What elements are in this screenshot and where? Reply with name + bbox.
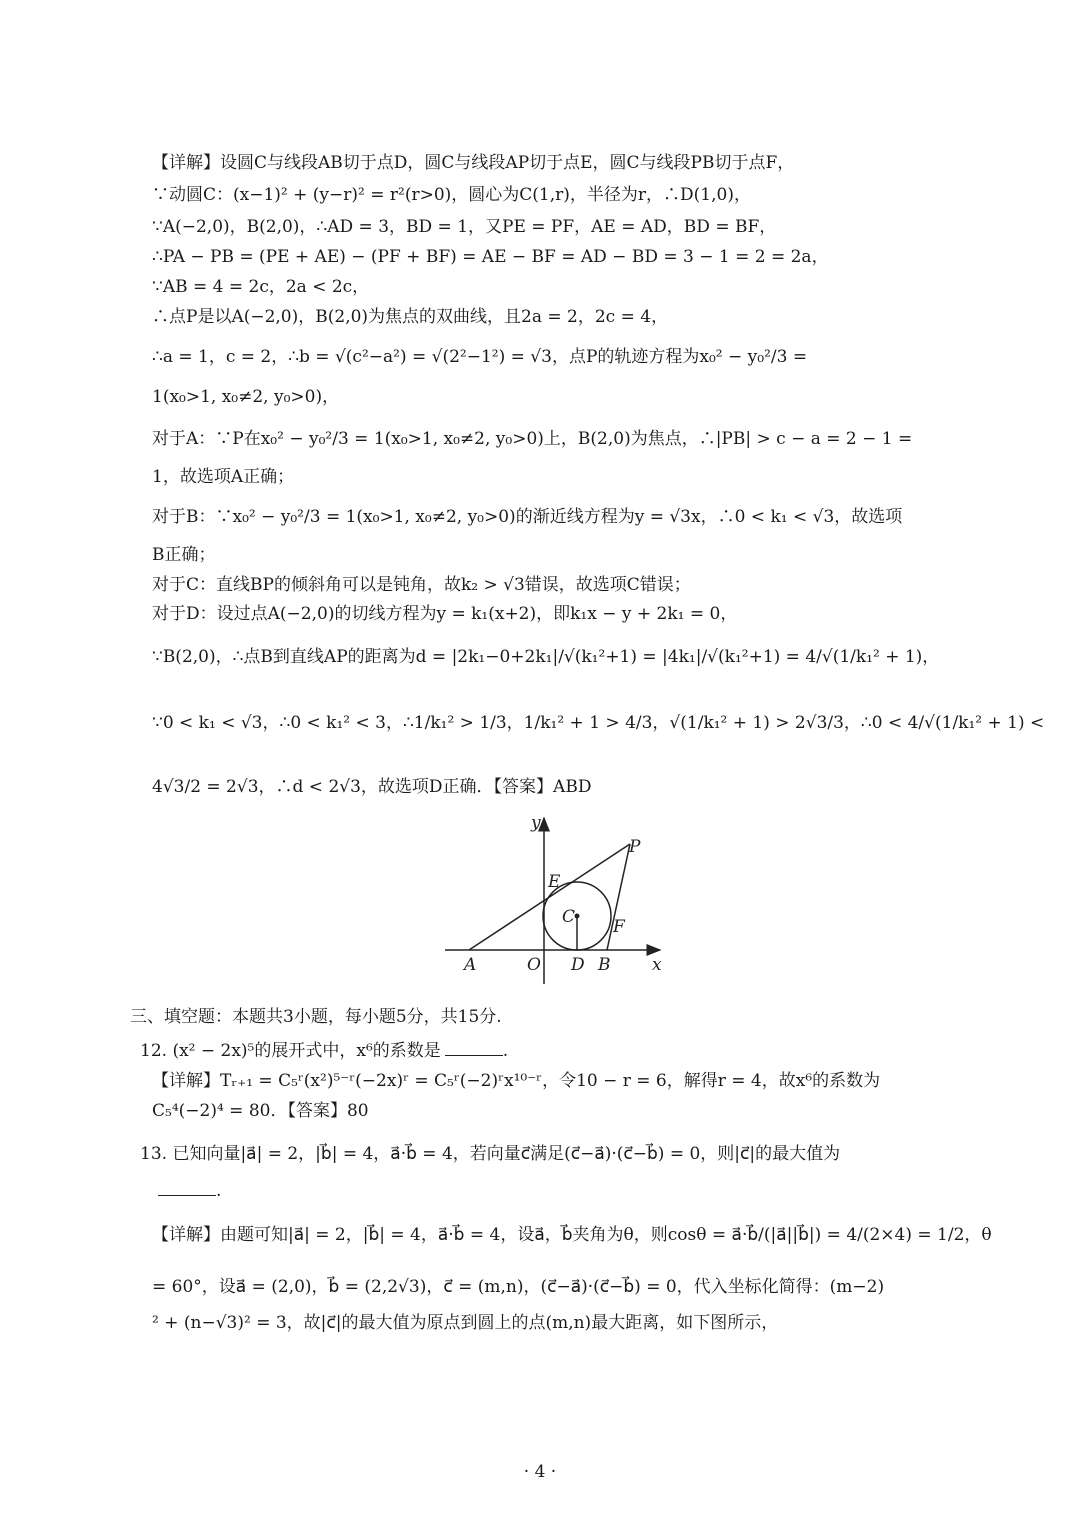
label-D: D xyxy=(571,955,585,975)
label-P: P xyxy=(629,837,641,857)
label-C: C xyxy=(562,907,576,927)
q13-detail-1: 【详解】由题可知|a⃗| = 2，|b⃗| = 4，a⃗·b⃗ = 4，设a⃗，b⃗夹角为θ，则cosθ = a⃗·b⃗/(|a⃗||b⃗|) = 4/(2×4) = 1/2，θ xyxy=(152,1225,992,1245)
label-x: x xyxy=(652,955,662,975)
detail-line-8: 1(x₀>1, x₀≠2, y₀>0)， xyxy=(152,387,340,407)
label-O: O xyxy=(527,955,541,975)
detail-line-13: 对于C：直线BP的倾斜角可以是钝角，故k₂ > √3错误，故选项C错误； xyxy=(152,575,691,595)
detail-line-14: 对于D：设过点A(−2,0)的切线方程为y = k₁(x+2)，即k₁x − y + 2k₁ = 0， xyxy=(152,604,738,624)
detail-line-6: ∴点P是以A(−2,0)，B(2,0)为焦点的双曲线，且2a = 2，2c = 4， xyxy=(152,307,669,327)
detail-line-2: ∵动圆C：(x−1)² + (y−r)² = r²(r>0)，圆心为C(1,r)，半径为r，∴D(1,0)， xyxy=(152,185,751,205)
q12-detail-1: 【详解】Tᵣ₊₁ = C₅ʳ(x²)⁵⁻ʳ(−2x)ʳ = C₅ʳ(−2)ʳx¹⁰⁻ʳ，令10 − r = 6，解得r = 4，故x⁶的系数为 xyxy=(152,1071,881,1091)
center-point-C xyxy=(575,914,580,919)
page-number: · 4 · xyxy=(523,1462,557,1482)
detail-line-5: ∵AB = 4 = 2c，2a < 2c， xyxy=(152,277,370,297)
label-y: y xyxy=(531,813,541,833)
q13-detail-3: ² + (n−√3)² = 3，故|c⃗|的最大值为原点到圆上的点(m,n)最大距离，如下图所示， xyxy=(152,1313,779,1333)
section-heading: 三、填空题：本题共3小题，每小题5分，共15分. xyxy=(130,1007,502,1027)
q12-detail-2: C₅⁴(−2)⁴ = 80．【答案】80 xyxy=(152,1101,369,1121)
detail-line-15: ∵B(2,0)，∴点B到直线AP的距离为d = |2k₁−0+2k₁|/√(k₁²+1) = |4k₁|/√(k₁²+1) = 4/√(1/k₁² + 1)， xyxy=(152,647,940,667)
detail-line-4: ∴PA − PB = (PE + AE) − (PF + BF) = AE − BF = AD − BD = 3 − 1 = 2 = 2a， xyxy=(152,247,829,267)
detail-line-12: B正确； xyxy=(152,545,216,565)
question-12 xyxy=(140,1040,508,1062)
q13-blank-line xyxy=(152,1180,221,1202)
q13-answer-blank xyxy=(158,1181,216,1196)
detail-line-3: ∵A(−2,0)，B(2,0)，∴AD = 3，BD = 1，又PE = PF，AE = AD，BD = BF， xyxy=(152,217,777,237)
detail-line-10: 1，故选项A正确； xyxy=(152,467,295,487)
q13-end: . xyxy=(216,1181,222,1201)
hyperbola-tangent-circle-figure xyxy=(440,812,680,994)
q13-detail-2: = 60°，设a⃗ = (2,0)，b⃗ = (2,2√3)，c⃗ = (m,n)，(c⃗−a⃗)·(c⃗−b⃗) = 0，代入坐标化简得：(m−2) xyxy=(152,1277,885,1297)
label-A: A xyxy=(464,955,477,975)
q12-end: . xyxy=(502,1041,509,1061)
question-13: 13. 已知向量|a⃗| = 2，|b⃗| = 4，a⃗·b⃗ = 4，若向量c⃗满足(c⃗−a⃗)·(c⃗−b⃗) = 0，则|c⃗|的最大值为 xyxy=(140,1144,841,1164)
detail-line-1: 【详解】设圆C与线段AB切于点D，圆C与线段AP切于点E，圆C与线段PB切于点F， xyxy=(152,153,795,173)
detail-line-11: 对于B：∵x₀² − y₀²/3 = 1(x₀>1, x₀≠2, y₀>0)的渐近线方程为y = √3x，∴0 < k₁ < √3，故选项 xyxy=(152,507,903,527)
detail-line-7: ∴a = 1，c = 2，∴b = √(c²−a²) = √(2²−1²) = √3，点P的轨迹方程为x₀² − y₀²/3 = xyxy=(152,347,808,367)
q12-stem: 12. (x² − 2x)⁵的展开式中，x⁶的系数是 xyxy=(140,1041,441,1061)
detail-line-17: 4√3/2 = 2√3，∴d < 2√3，故选项D正确．【答案】ABD xyxy=(152,777,592,797)
q12-answer-blank xyxy=(445,1041,503,1056)
detail-line-16: ∵0 < k₁ < √3，∴0 < k₁² < 3，∴1/k₁² > 1/3，1/k₁² + 1 > 4/3，√(1/k₁² + 1) > 2√3/3，∴0 < 4/√(1/k₁² + 1) < xyxy=(152,713,1045,733)
label-E: E xyxy=(548,872,561,892)
detail-line-9: 对于A：∵P在x₀² − y₀²/3 = 1(x₀>1, x₀≠2, y₀>0)上，B(2,0)为焦点，∴|PB| > c − a = 2 − 1 = xyxy=(152,429,913,449)
label-F: F xyxy=(613,917,625,937)
label-B: B xyxy=(598,955,611,975)
